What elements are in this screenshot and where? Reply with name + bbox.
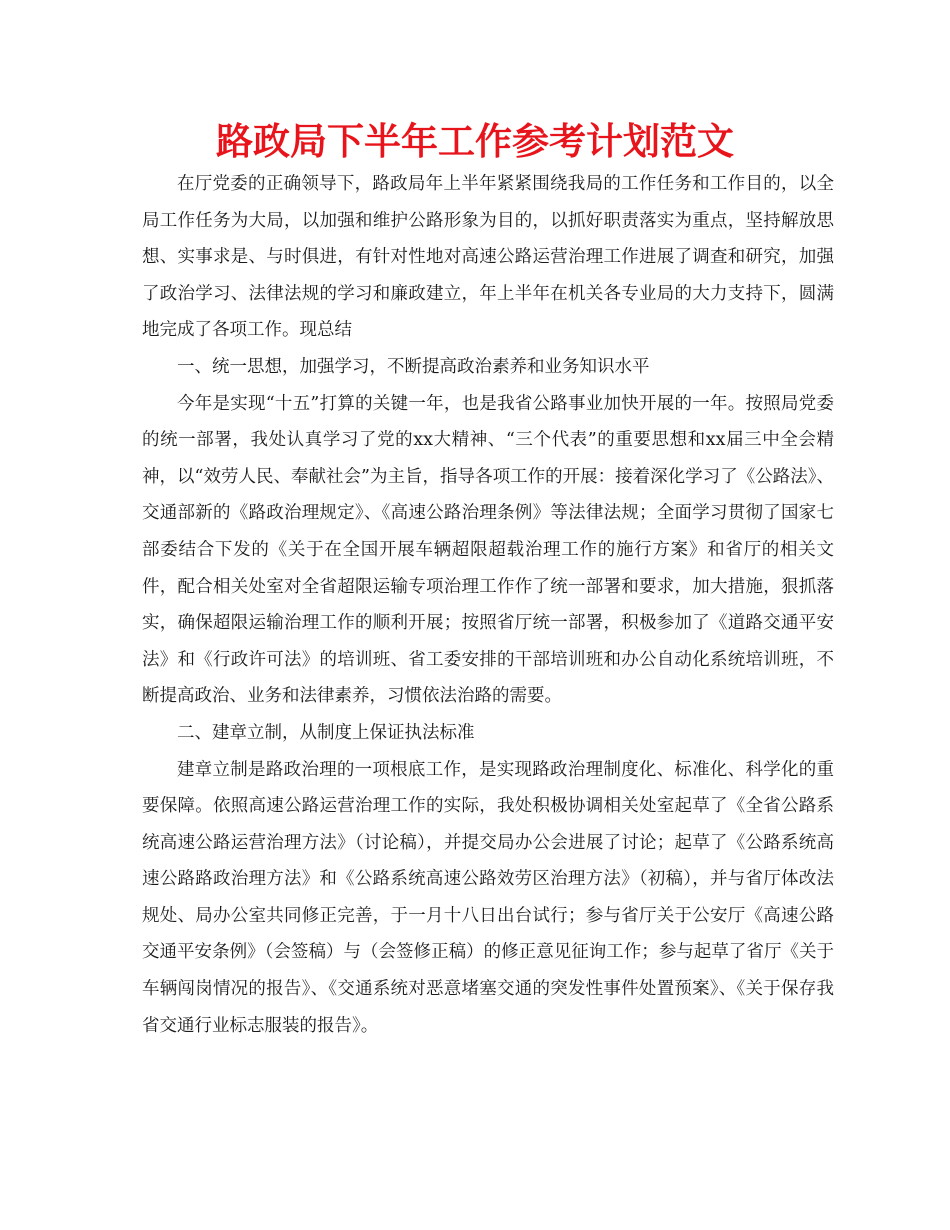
document-title: 路政局下半年工作参考计划范文 [216, 120, 734, 163]
section-heading-2: 二、建章立制，从制度上保证执法标准 [177, 722, 475, 743]
document-body [142, 166, 834, 1044]
section-heading-1: 一、统一思想，加强学习，不断提高政治素养和业务知识水平 [177, 356, 650, 377]
paragraph-intro: 在厅党委的正确领导下，路政局年上半年紧紧围绕我局的工作任务和工作目的，以全局工作任务为大局，以加强和维护公路形象为目的，以抓好职责落实为重点，坚持解放思想、实事求是、与时俱进，有针对性地对高速公路运营治理工作进展了调查和研究，加强了政治学习、法律法规的学习和廉政建立，年上半年在机关各专业局的大力支持下，圆满地完成了各项工作。现总结 [142, 174, 834, 341]
paragraph-section-2: 建章立制是路政治理的一项根底工作，是实现路政治理制度化、标准化、科学化的重要保障。依照高速公路运营治理工作的实际，我处积极协调相关处室起草了《全省公路系统高速公路运营治理方法》（讨论稿），并提交局办公会进展了讨论；起草了《公路系统高速公路路政治理方法》和《公路系统高速公路效劳区治理方法》（初稿），并与省厅体改法规处、局办公室共同修正完善，于一月十八日出台试行；参与省厅关于公安厅《高速公路交通平安条例》（会签稿）与（会签修正稿）的修正意见征询工作；参与起草了省厅《关于车辆闯岗情况的报告》、《交通系统对恶意堵塞交通的突发性事件处置预案》、《关于保存我省交通行业标志服装的报告》。 [142, 759, 834, 1036]
paragraph-section-1: 今年是实现“十五”打算的关键一年，也是我省公路事业加快开展的一年。按照局党委的统一部署，我处认真学习了党的xx大精神、“三个代表”的重要思想和xx届三中全会精神，以“效劳人民、奉献社会”为主旨，指导各项工作的开展：接着深化学习了《公路法》、交通部新的《路政治理规定》、《高速公路治理条例》等法律法规；全面学习贯彻了国家七部委结合下发的《关于在全国开展车辆超限超载治理工作的施行方案》和省厅的相关文件，配合相关处室对全省超限运输专项治理工作作了统一部署和要求，加大措施，狠抓落实，确保超限运输治理工作的顺利开展；按照省厅统一部署，积极参加了《道路交通平安法》和《行政许可法》的培训班、省工委安排的干部培训班和办公自动化系统培训班，不断提高政治、业务和法律素养，习惯依法治路的需要。 [142, 393, 834, 707]
